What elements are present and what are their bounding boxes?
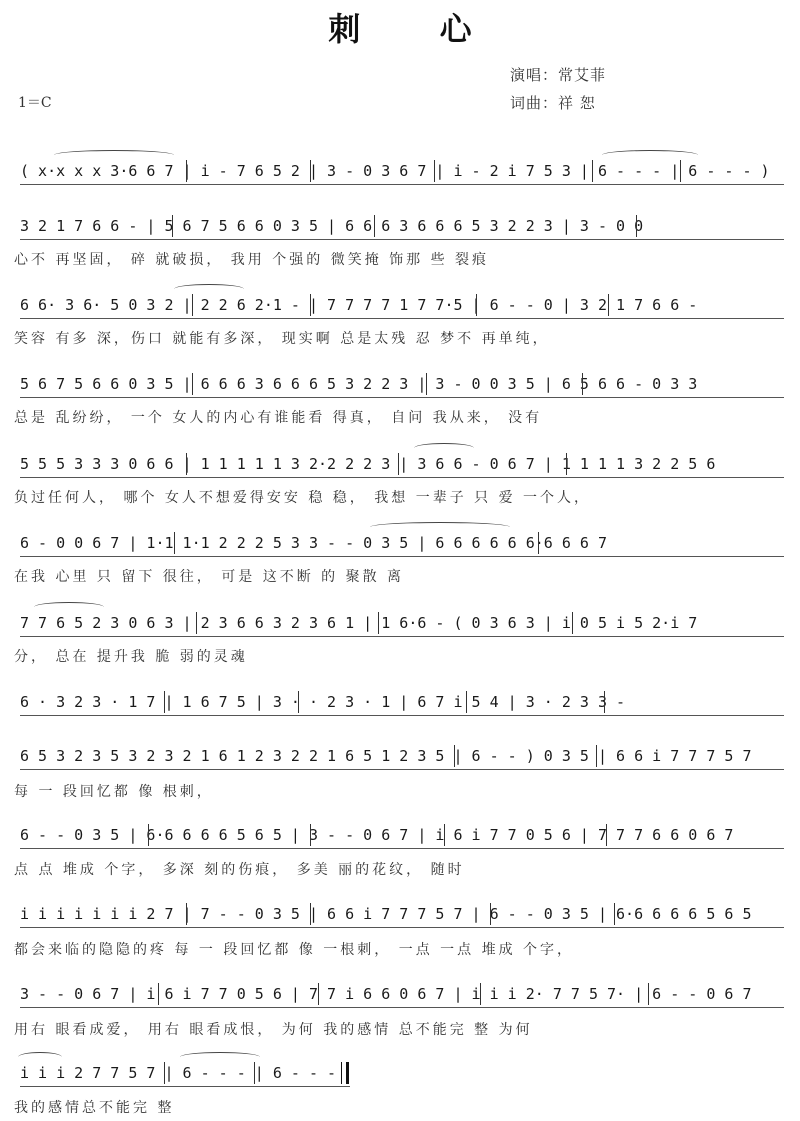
score-row-11 xyxy=(14,981,788,1007)
notes-row-4: 5 5 5 3 3 3 0 6 6 | 1 1 1 1 1 3 2·2 2 2 3 | 3 6 6 - 0 6 7 | 1 1 1 1 3 2 2 5 6 xyxy=(20,451,784,478)
notes-row-5: 6 - 0 0 6 7 | 1·1 1·1 2 2 2 5 3 3 - - 0 3 5 | 6 6 6 6 6 6·6 6 6 7 xyxy=(20,530,784,557)
song-title: 刺 心 xyxy=(328,10,506,48)
singer-credit: 演唱：常艾菲 xyxy=(510,66,607,84)
lyric-row-9: 点 点 堆成 个字， 多深 刻的伤痕， 多美 丽的花纹， 随时 xyxy=(14,862,465,878)
score-row-0 xyxy=(14,158,788,184)
notes-row-9: 6 - - 0 3 5 | 6·6 6 6 6 5 6 5 | 3 - - 0 6 7 | i 6 i 7 7 0 5 6 | 7 7 7 6 6 0 6 7 xyxy=(20,822,784,849)
notes-row-12: i i i 2 7 7 5 7 | 6 - - - | 6 - - - xyxy=(20,1060,350,1087)
lyric-row-3: 总是 乱纷纷， 一个 女人的内心有谁能看 得真， 自问 我从来， 没有 xyxy=(14,410,543,426)
lyric-row-8: 每 一 段回忆都 像 根刺， xyxy=(14,784,214,800)
score-row-8 xyxy=(14,743,788,769)
notes-row-10: i i i i i i i 2 7 | 7 - - 0 3 5 | 6 6 i 7 7 7 5 7 | 6 - - 0 3 5 | 6·6 6 6 6 5 6 5 xyxy=(20,901,784,928)
notes-row-1: 3 2 1 7 6 6 - | 5 6 7 5 6 6 0 3 5 | 6 6 6 3 6 6 6 5 3 2 2 3 | 3 - 0 0 xyxy=(20,213,784,240)
lyric-row-10: 都会来临的隐隐的疼 每 一 段回忆都 像 一根刺， 一点 一点 堆成 个字， xyxy=(14,942,575,958)
score-row-1 xyxy=(14,213,788,239)
key-signature: 1＝C xyxy=(18,95,52,111)
score-row-9 xyxy=(14,822,788,848)
score-row-3 xyxy=(14,371,788,397)
score-row-2 xyxy=(14,292,788,318)
lyric-row-1: 心不 再坚固， 碎 就破损， 我用 个强的 微笑掩 饰那 些 裂痕 xyxy=(14,252,490,268)
notes-row-2: 6 6· 3 6· 5 0 3 2 | 2 2 6 2·1 - | 7 7 7 7 1 7 7·5 | 6 - - 0 | 3 2 1 7 6 6 - xyxy=(20,292,784,319)
score-row-10 xyxy=(14,901,788,927)
composer-credit: 词曲：祥 恕 xyxy=(510,94,596,112)
notes-row-0: ( x·x x x 3·6 6 7 | i - 7 6 5 2 | 3 - 0 3 6 7 | i - 2 i 7 5 3 | 6 - - - | 6 - - - ) xyxy=(20,158,784,185)
final-barline xyxy=(346,1062,349,1084)
score-row-5 xyxy=(14,530,788,556)
lyric-row-12: 我的感情总不能完 整 xyxy=(14,1100,175,1116)
score-row-7 xyxy=(14,689,788,715)
notes-row-11: 3 - - 0 6 7 | i 6 i 7 7 0 5 6 | 7 7 i 6 6 0 6 7 | i i i 2· 7 7 5 7· | 6 - - 0 6 7 xyxy=(20,981,784,1008)
score-row-6 xyxy=(14,610,788,636)
notes-row-6: 7 7 6 5 2 3 0 6 3 | 2 3 6 6 3 2 3 6 1 | 1 6·6 - ( 0 3 6 3 | i 0 5 i 5 2·i 7 xyxy=(20,610,784,637)
score-row-12 xyxy=(14,1060,788,1086)
notes-row-3: 5 6 7 5 6 6 0 3 5 | 6 6 6 3 6 6 6 5 3 2 2 3 | 3 - 0 0 3 5 | 6 5 6 6 - 0 3 3 xyxy=(20,371,784,398)
notes-row-8: 6 5 3 2 3 5 3 2 3 2 1 6 1 2 3 2 2 1 6 5 1 2 3 5 | 6 - - ) 0 3 5 | 6 6 i 7 7 7 5 7 xyxy=(20,743,784,770)
lyric-row-4: 负过任何人， 哪个 女人不想爱得安安 稳 稳， 我想 一辈子 只 爱 一个人， xyxy=(14,490,592,506)
lyric-row-6: 分， 总在 提升我 脆 弱的灵魂 xyxy=(14,649,248,665)
score-row-4 xyxy=(14,451,788,477)
lyric-row-5: 在我 心里 只 留下 很往， 可是 这不断 的 聚散 离 xyxy=(14,569,405,585)
lyric-row-11: 用右 眼看成爱， 用右 眼看成恨， 为何 我的感情 总不能完 整 为何 xyxy=(14,1022,533,1038)
notes-row-7: 6 · 3 2 3 · 1 7 | 1 6 7 5 | 3 · · 2 3 · 1 | 6 7 i 5 4 | 3 · 2 3 3 - xyxy=(20,689,784,716)
lyric-row-2: 笑容 有多 深，伤口 就能有多深， 现实啊 总是太残 忍 梦不 再单纯， xyxy=(14,331,550,347)
